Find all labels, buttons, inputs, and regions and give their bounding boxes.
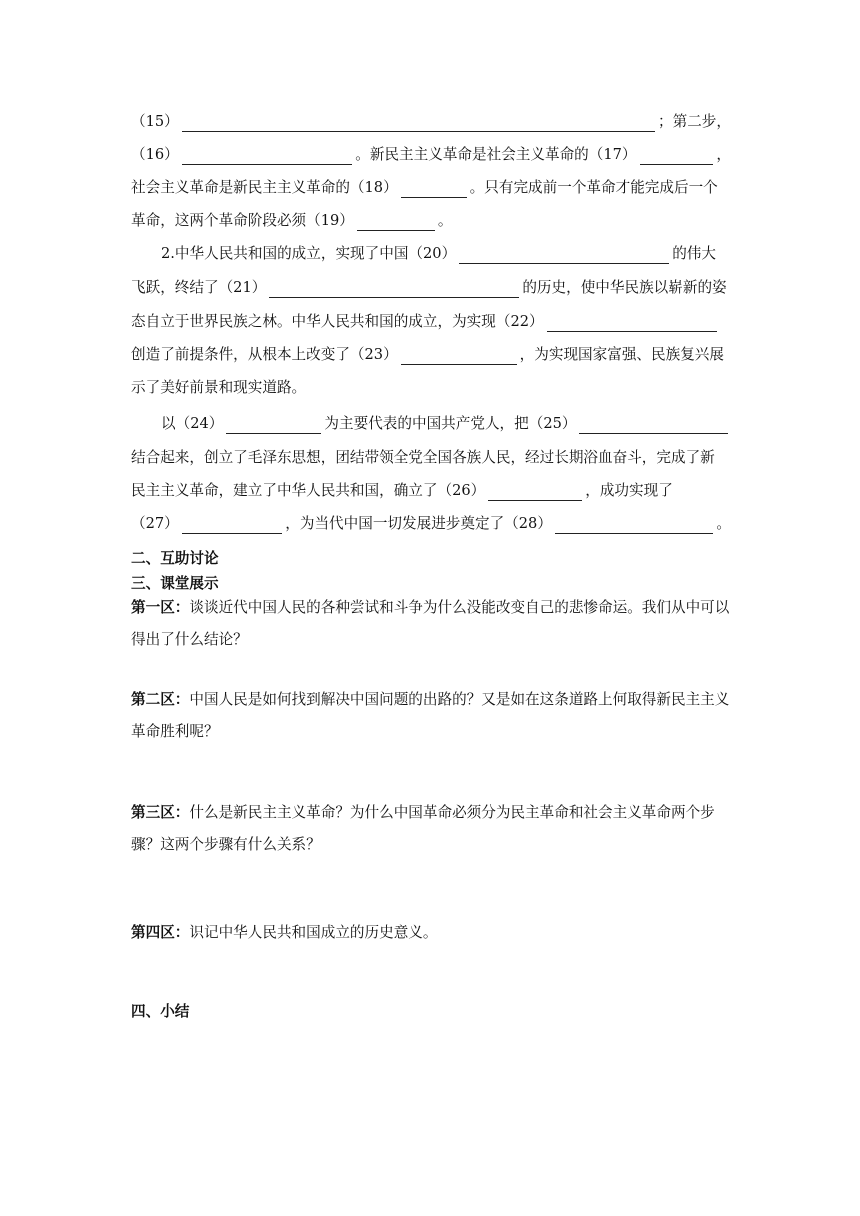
blank-27[interactable] [182,517,282,534]
question-label: 第一区： [131,599,190,616]
fill-line-18 [131,178,731,198]
line-text: ，为当代中国一切发展进步奠定了（28） [285,515,552,532]
question-text: 谈谈近代中国人民的各种尝试和斗争为什么没能改变自己的悲惨命运。我们从中可以得出了什么结论？ [131,599,730,648]
fill-line-16 [131,145,731,165]
line-text: （27） [131,515,179,532]
line-text: ，为实现国家富强、民族复兴展 [519,346,724,363]
fill-line-15 [131,112,731,132]
line-text: （16） [131,146,179,163]
blank-20[interactable] [459,247,669,264]
question-zone-3 [131,797,731,861]
blank-19[interactable] [357,214,435,231]
fill-line-20 [131,244,731,264]
line-text: 示了美好前景和现实道路。 [131,379,307,396]
question-zone-1 [131,592,731,656]
line-text: 创造了前提条件，从根本上改变了（23） [131,346,398,363]
fill-line-text [131,378,731,398]
blank-15[interactable] [182,115,655,132]
section-heading-discussion: 二、互助讨论 [131,550,219,567]
line-text: 革命，这两个革命阶段必须（19） [131,212,354,229]
line-text: 社会主义革命是新民主主义革命的（18） [131,179,398,196]
blank-21[interactable] [269,281,519,298]
line-text: ，成功实现了 [585,482,673,499]
question-text: 什么是新民主主义革命？为什么中国革命必须分为民主革命和社会主义革命两个步骤？这两个步骤有什么关系？ [131,804,715,853]
fill-line-19 [131,211,731,231]
line-text: 的伟大 [672,245,716,262]
section-heading-summary: 四、小结 [131,1003,190,1020]
blank-26[interactable] [488,484,582,501]
blank-28[interactable] [555,517,713,534]
line-text: 2.中华人民共和国的成立，实现了中国（20） [161,245,457,262]
line-text: 。只有完成前一个革命才能完成后一个 [469,179,718,196]
line-text: 结合起来，创立了毛泽东思想，团结带领全党全国各族人民，经过长期浴血奋斗，完成了新 [131,449,715,466]
question-zone-4 [131,917,731,949]
fill-line-23 [131,345,731,365]
fill-line-text [131,448,731,468]
question-label: 第三区： [131,804,190,821]
line-text: 以（24） [161,415,224,432]
line-text: 飞跃，终结了（21） [131,279,267,296]
line-text: 为主要代表的中国共产党人，把（25） [324,415,577,432]
question-zone-2 [131,684,731,748]
blank-23[interactable] [401,348,517,365]
fill-line-24 [131,414,731,434]
question-text: 识记中华人民共和国成立的历史意义。 [189,924,438,941]
fill-line-26 [131,481,731,501]
line-text: 态自立于世界民族之林。中华人民共和国的成立，为实现（22） [131,313,544,330]
fill-line-22 [131,312,731,332]
line-text: 。新民主主义革命是社会主义革命的（17） [355,146,637,163]
fill-line-21 [131,278,731,298]
blank-18[interactable] [401,181,467,198]
line-text: （15） [131,113,179,130]
blank-22[interactable] [547,315,717,332]
line-text: ；第二步， [658,113,731,130]
question-text: 中国人民是如何找到解决中国问题的出路的？又是如在这条道路上何取得新民主主义革命胜利呢？ [131,691,730,740]
line-text: 民主主义革命，建立了中华人民共和国，确立了（26） [131,482,486,499]
question-label: 第四区： [131,924,190,941]
line-text: 的历史，使中华民族以崭新的姿 [522,279,727,296]
blank-16[interactable] [182,148,352,165]
blank-17[interactable] [640,148,714,165]
blank-25[interactable] [579,417,728,434]
line-text: 。 [437,212,453,229]
line-text: 。 [716,515,731,532]
fill-line-27 [131,514,731,534]
blank-24[interactable] [226,417,321,434]
section-heading-display: 三、课堂展示 [131,575,219,592]
question-label: 第二区： [131,691,190,708]
line-text: ， [716,146,731,163]
